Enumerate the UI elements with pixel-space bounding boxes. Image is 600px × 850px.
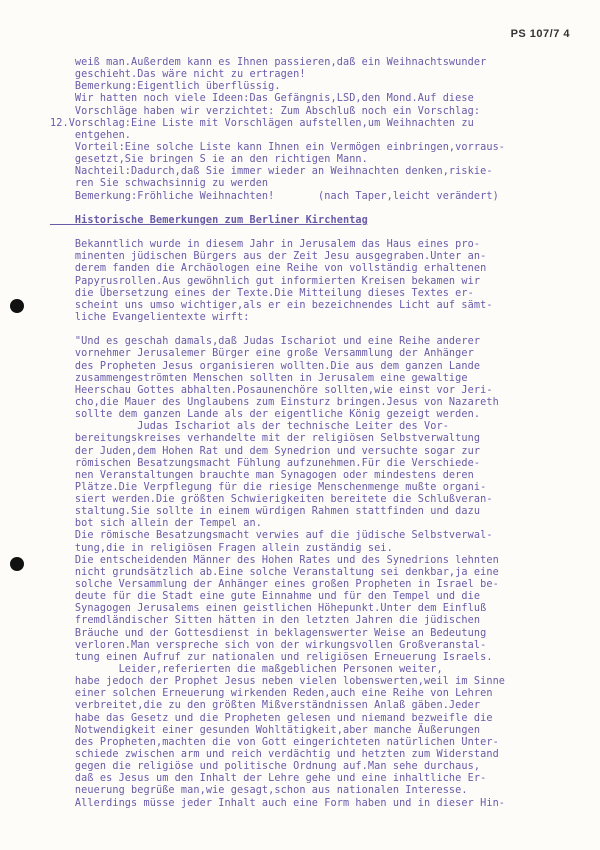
- text-line: Allerdings müsse jeder Inhalt auch eine Form haben und in dieser Hin-: [50, 797, 506, 809]
- text-line: des Propheten Jesus organisieren wollten.Die aus dem ganzen Lande: [50, 360, 481, 372]
- text-line: Papyrusrollen.Aus gewöhnlich gut informierten Kreisen bekamen wir: [50, 275, 481, 287]
- text-line: Heerschau Gottes abhalten.Posaunenchöre sollten,wie einst vor Jeri-: [50, 384, 493, 396]
- text-line: Vorschläge haben wir verzichtet: Zum Abschluß noch ein Vorschlag:: [50, 105, 481, 117]
- text-line: staltung.Sie sollte in einem würdigen Rahmen stattfinden und dazu: [50, 506, 481, 518]
- text-line: Bemerkung:Eigentlich überflüssig.: [50, 81, 281, 93]
- text-line: tung einen Aufruf zur nationalen und religiösen Erneuerung Israels.: [50, 651, 493, 663]
- text-line: [50, 203, 578, 215]
- text-line: [50, 324, 578, 336]
- text-line: Vorteil:Eine solche Liste kann Ihnen ein Vermögen einbringen,vorraus-: [50, 141, 506, 153]
- text-line: der Juden,dem Hohen Rat und dem Synedrion und versuchte sogar zur: [50, 445, 481, 457]
- text-line: Nachteil:Dadurch,daß Sie immer wieder an Weihnachten denken,riskie-: [50, 166, 493, 178]
- text-line: schiede zwischen arm und reich verdächtig und hetzten zum Widerstand: [50, 749, 499, 761]
- text-line: geschieht.Das wäre nicht zu ertragen!: [50, 69, 306, 81]
- text-line: minenten jüdischen Bürgers aus der Zeit Jesu ausgegraben.Unter an-: [50, 251, 487, 263]
- text-line: verbreitet,die zu den größten Mißverständnissen Anlaß gäben.Jeder: [50, 700, 481, 712]
- text-line: gesetzt,Sie bringen S ie an den richtigen Mann.: [50, 154, 368, 166]
- text-line: scheint uns umso wichtiger,als er ein bezeichnendes Licht auf sämt-: [50, 299, 493, 311]
- text-line: Bräuche und der Gottesdienst in beklagenswerter Weise an Bedeutung: [50, 627, 487, 639]
- text-line: solche Versammlung der Anhänger eines großen Propheten in Israel be-: [50, 579, 499, 591]
- text-line: Die römische Besatzungsmacht verwies auf die jüdische Selbstverwal-: [50, 530, 493, 542]
- text-line: Die entscheidenden Männer des Hohen Rates und des Synedrions lehnten: [50, 554, 499, 566]
- text-line: 12.Vorschlag:Eine Liste mit Vorschlägen aufstellen,um Weihnachten zu: [50, 117, 474, 129]
- text-line: fremdländischer Sitten hätten in den letzten Jahren die jüdischen: [50, 615, 481, 627]
- text-line: Plätze.Die Verpflegung für die riesige Menschenmenge mußte organi-: [50, 481, 487, 493]
- text-line: daß es Jesus um den Inhalt der Lehre gehe und eine inhaltliche Er-: [50, 773, 487, 785]
- text-line: habe jedoch der Prophet Jesus neben vielen lobenswerten,weil im Sinne: [50, 676, 506, 688]
- text-line: Bemerkung:Fröhliche Weihnachten! (nach Taper,leicht verändert): [50, 190, 499, 202]
- text-line: cho,die Mauer des Unglaubens zum Einsturz bringen.Jesus von Nazareth: [50, 396, 499, 408]
- typewritten-text: [50, 57, 578, 810]
- text-line: deute für die Stadt eine gute Einnahme und für den Tempel und die: [50, 591, 481, 603]
- punch-hole-icon: [10, 557, 24, 571]
- text-line: "Und es geschah damals,daß Judas Ischariot und eine Reihe anderer: [50, 336, 481, 348]
- text-line: die Übersetzung eines der Texte.Die Mitteilung dieses Textes er-: [50, 287, 474, 299]
- text-line: siert werden.Die größten Schwierigkeiten bereitete die Schlußveran-: [50, 494, 493, 506]
- text-line: bot sich allein der Tempel an.: [50, 518, 262, 530]
- text-line: entgehen.: [50, 129, 132, 141]
- text-line: Wir hatten noch viele Ideen:Das Gefängnis,LSD,den Mond.Auf diese: [50, 93, 474, 105]
- text-line: Synagogen Jerusalems einen geistlichen Höhepunkt.Unter dem Einfluß: [50, 603, 487, 615]
- text-line: bereitungskreises verhandelte mit der religiösen Selbstverwaltung: [50, 433, 481, 445]
- text-line: weiß man.Außerdem kann es Ihnen passieren,daß ein Weihnachtswunder: [50, 57, 487, 68]
- archive-reference: PS 107/7 4: [510, 28, 570, 40]
- text-line: nen Veranstaltungen brauchte man Synagogen oder mindestens deren: [50, 469, 474, 481]
- text-line: nicht grundsätzlich ab.Eine solche Veranstaltung sei denkbar,ja eine: [50, 566, 499, 578]
- text-line: des Propheten,machten die von Gott eingerichteten natürlichen Unter-: [50, 736, 499, 748]
- text-line: einer solchen Erneuerung wirkenden Reden,auch eine Reihe von Lehren: [50, 688, 493, 700]
- text-line: [50, 227, 578, 239]
- text-line: tung,die in religiösen Fragen allein zuständig sei.: [50, 542, 393, 554]
- text-line: derem fanden die Archäologen eine Reihe von vollständig erhaltenen: [50, 263, 487, 275]
- text-line: gegen die religiöse und politische Ordnung auf.Man sehe durchaus,: [50, 761, 481, 773]
- text-line: Bekanntlich wurde in diesem Jahr in Jerusalem das Haus eines pro-: [50, 239, 481, 251]
- text-line: Leider,referierten die maßgeblichen Personen weiter,: [50, 664, 443, 676]
- text-line: liche Evangelientexte wirft:: [50, 311, 250, 323]
- punch-hole-icon: [10, 299, 24, 313]
- text-line: sollte dem ganzen Lande als der eigentliche König gezeigt werden.: [50, 409, 481, 421]
- text-line: Notwendigkeit einer gesunden Wohltätigkeit,aber manche Äußerungen: [50, 724, 481, 736]
- text-line: neuerung begrüße man,wie gesagt,schon aus nationalen Interesse.: [50, 785, 468, 797]
- text-line: ren Sie schwachsinnig zu werden: [50, 178, 269, 190]
- text-line: Historische Bemerkungen zum Berliner Kirchentag: [50, 214, 368, 226]
- text-line: vornehmer Jerusalemer Bürger eine große Versammlung der Anhänger: [50, 348, 474, 360]
- text-line: verloren.Man verspreche sich von der wirkungsvollen Großveranstal-: [50, 639, 487, 651]
- text-line: römischen Besatzungsmacht Fühlung aufzunehmen.Für die Verschiede-: [50, 457, 481, 469]
- text-line: zusammengeströmten Menschen sollten in Jerusalem eine gewaltige: [50, 372, 468, 384]
- text-line: Judas Ischariot als der technische Leiter des Vor-: [50, 421, 449, 433]
- text-line: habe das Gesetz und die Propheten gelesen und niemand bezweifle die: [50, 712, 493, 724]
